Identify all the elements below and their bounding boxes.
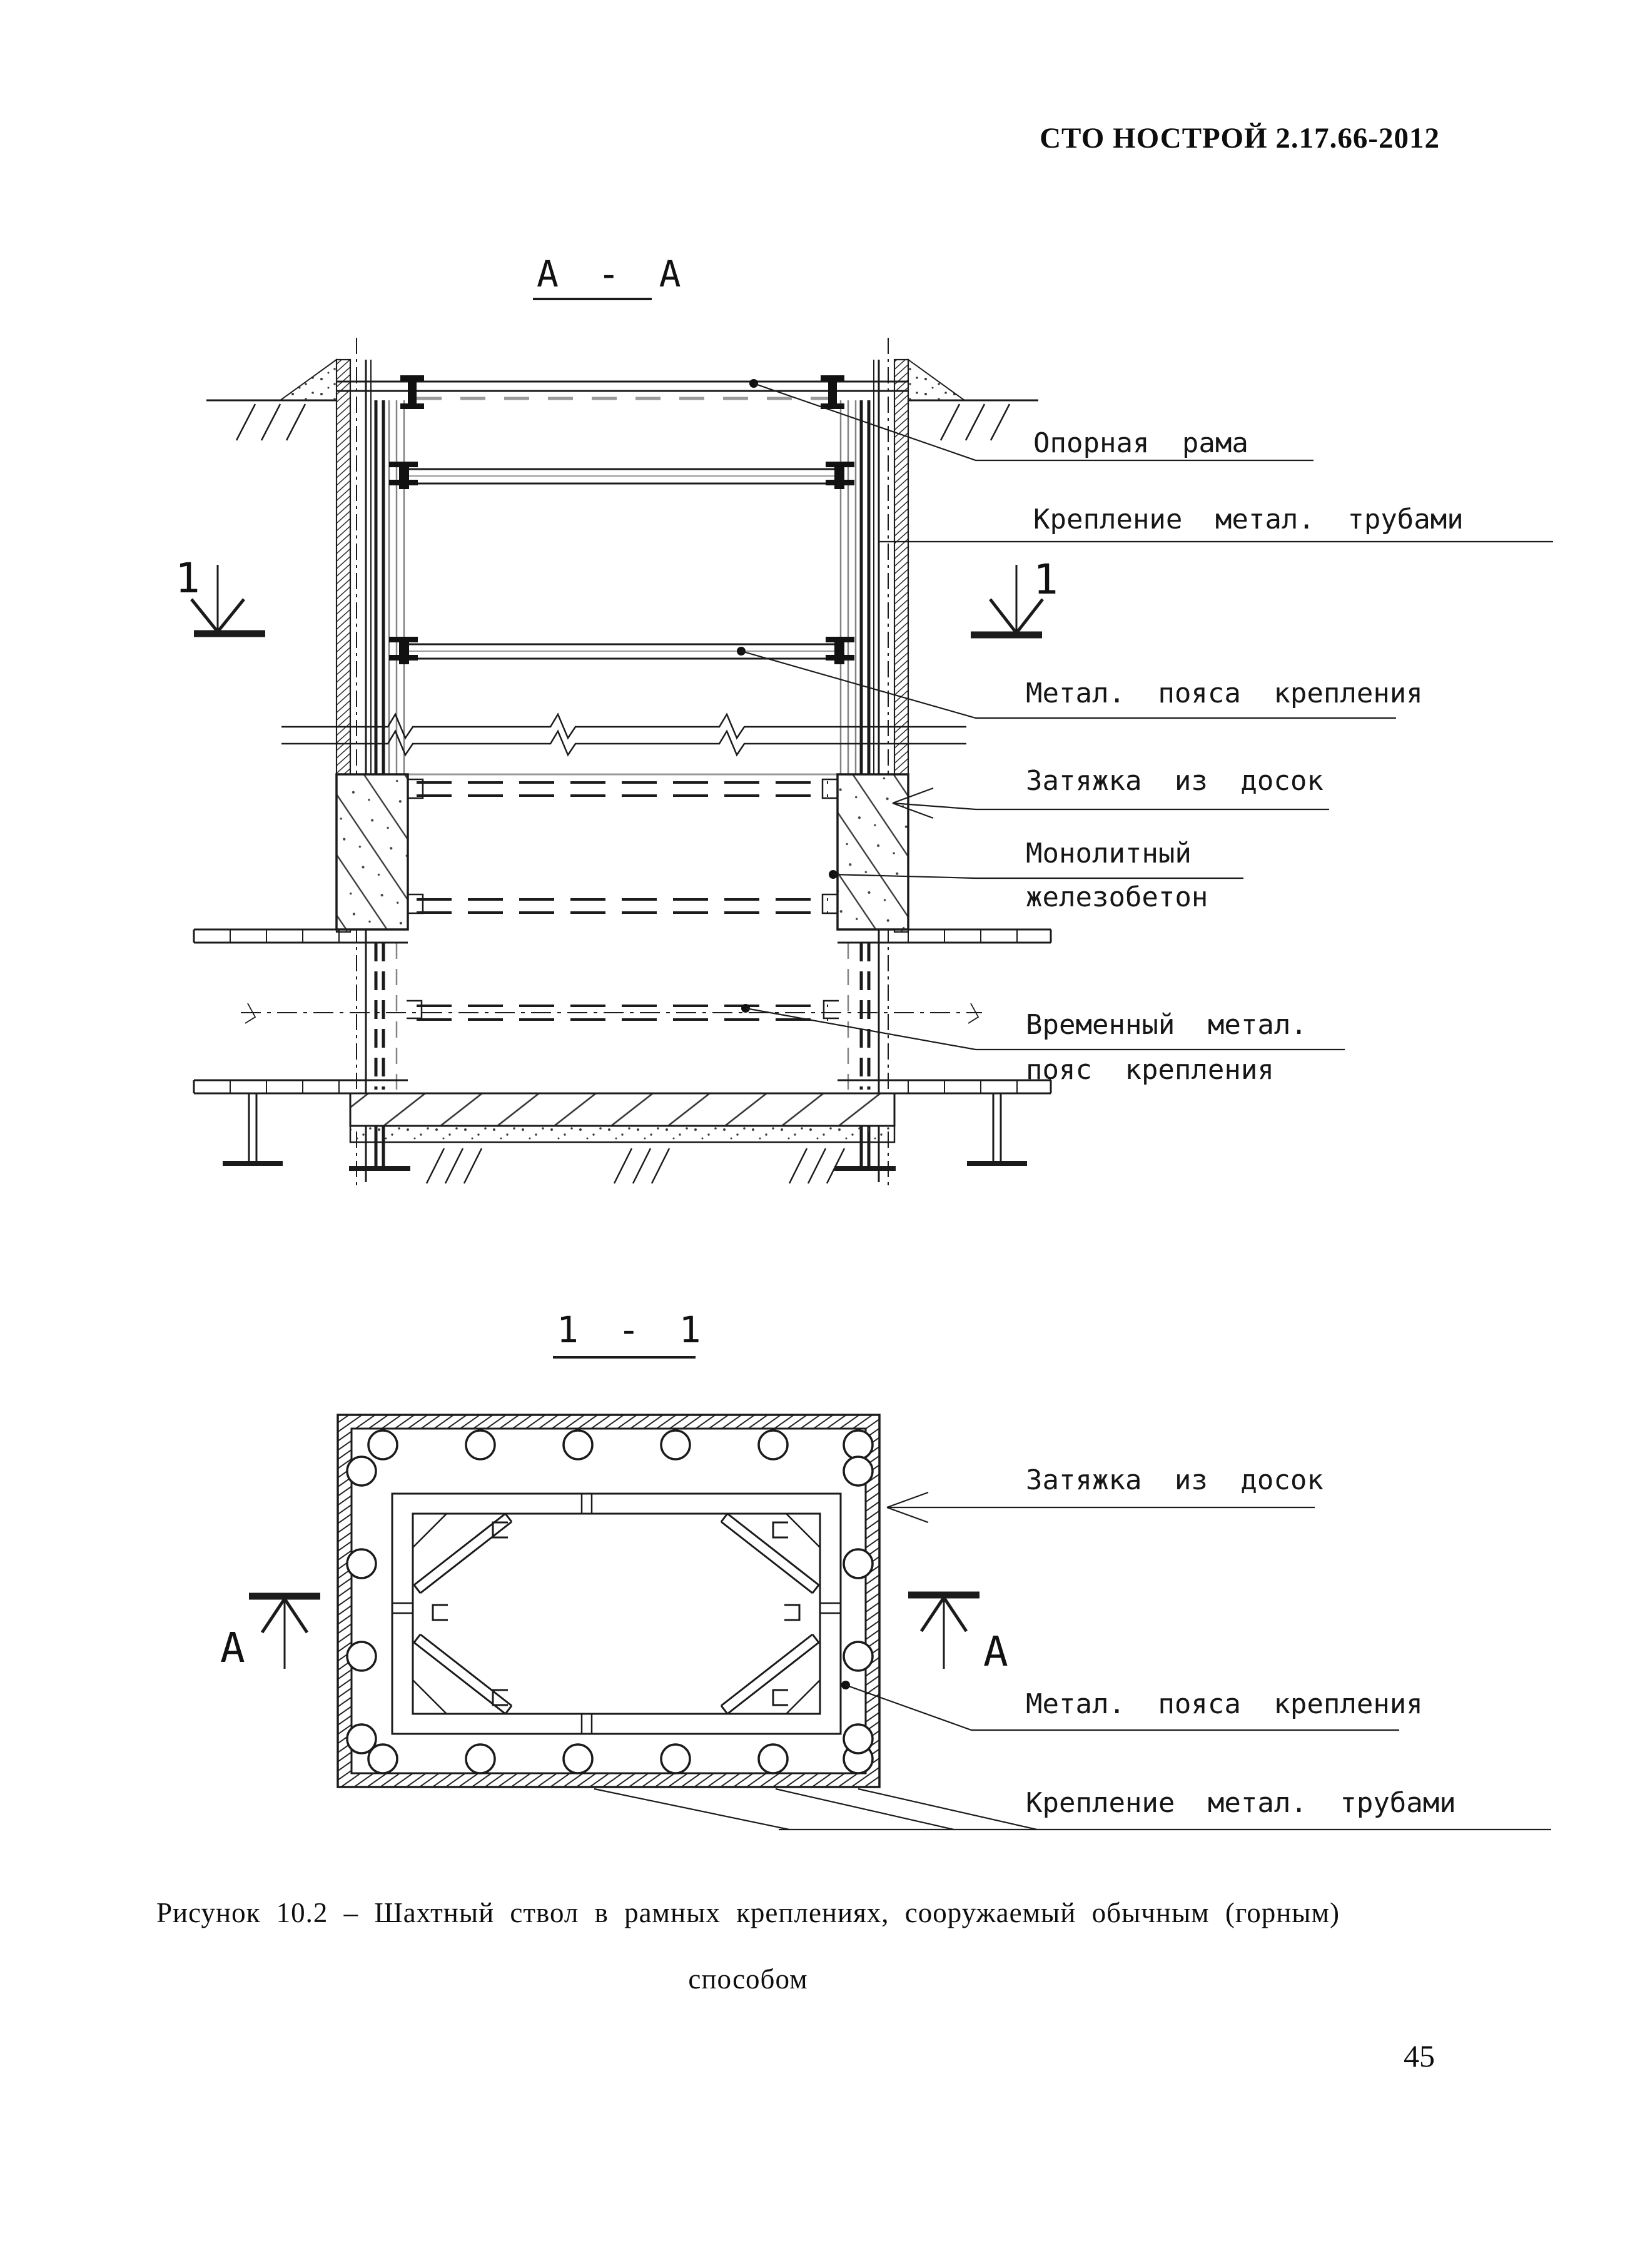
cut-mark-a-left	[249, 1596, 320, 1669]
page-number: 45	[1404, 2038, 1435, 2073]
cut-letter-left: А	[220, 1624, 245, 1672]
document-header: СТО НОСТРОЙ 2.17.66-2012	[1040, 122, 1440, 154]
cut-number-right: 1	[1033, 555, 1058, 604]
shaft-walls	[337, 338, 908, 1188]
metal-belt-beam-lower	[389, 637, 854, 664]
figure-caption-line1: Рисунок 10.2 – Шахтный ствол в рамных креплениях, сооружаемый обычным (горным)	[156, 1897, 1340, 1928]
label-plan-pipe-bracing: Крепление метал. трубами	[1026, 1787, 1456, 1819]
cut-mark-1-right	[971, 565, 1043, 635]
metal-belt-beam-upper	[389, 462, 854, 489]
section-a-a-drawing	[191, 299, 1553, 1188]
support-frame	[337, 375, 908, 409]
soil-wedge-left	[280, 360, 337, 400]
cut-number-left: 1	[175, 554, 200, 602]
label-temp-belt-line2: пояс крепления	[1026, 1054, 1274, 1086]
label-metal-belts: Метал. пояса крепления	[1026, 677, 1423, 709]
cut-letter-right: А	[983, 1628, 1008, 1676]
label-monolithic-line1: Монолитный	[1026, 838, 1192, 869]
cut-mark-1-left	[191, 565, 265, 634]
cut-mark-a-right	[908, 1595, 980, 1669]
plan-1-1-drawing	[249, 1357, 1551, 1830]
temporary-belts	[417, 782, 828, 1020]
label-pipe-bracing: Крепление метал. трубами	[1033, 504, 1464, 535]
ground-hatch-ticks	[236, 404, 1010, 440]
slab-hatch-ticks	[427, 1148, 844, 1183]
ground-line	[206, 360, 1038, 440]
label-plan-metal-belts: Метал. пояса крепления	[1026, 1688, 1423, 1720]
section-leaders	[737, 379, 1553, 1050]
label-board-lagging: Затяжка из досок	[1026, 765, 1324, 797]
label-plan-board-lagging: Затяжка из досок	[1026, 1464, 1324, 1496]
monolithic-concrete	[337, 774, 908, 1018]
label-support-frame: Опорная рама	[1033, 427, 1248, 459]
soil-wedge-right	[908, 360, 964, 400]
bottom-slab	[350, 1093, 894, 1183]
label-temp-belt-line1: Временный метал.	[1026, 1009, 1307, 1041]
plan-view-title: 1 - 1	[557, 1309, 701, 1351]
figure-caption-line2: способом	[688, 1963, 808, 1995]
label-monolithic-line2: железобетон	[1026, 881, 1208, 913]
belt-axis-line	[241, 1003, 982, 1023]
board-lagging-lines	[389, 400, 856, 1090]
section-view-title: А - А	[537, 253, 681, 295]
